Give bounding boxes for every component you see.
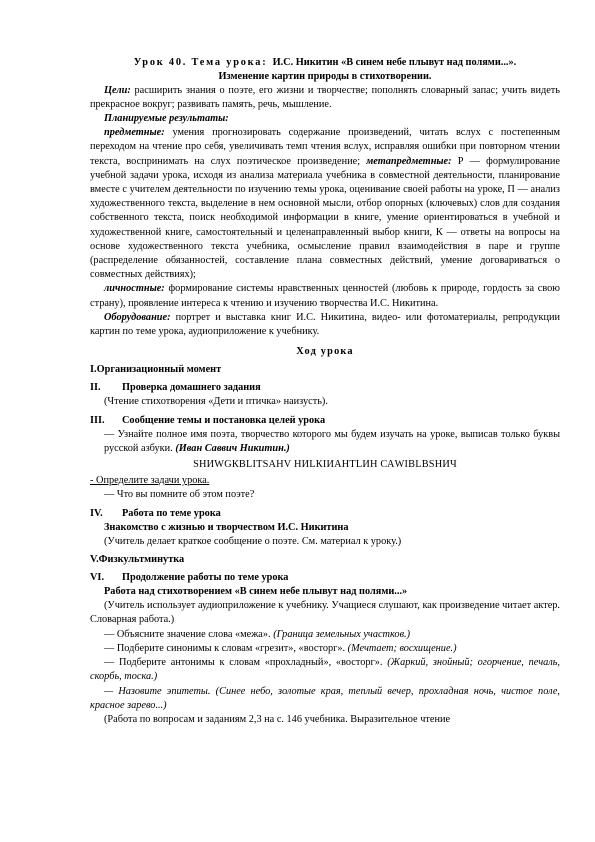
task-line-3 [90,656,560,684]
goals-text: расширить знания о поэте, его жизни и творчестве; пополнять словарный запас; учить видеть прекрасное вокруг; развивать память, речь, мышление. [90,84,561,110]
section-3-heading [90,414,560,428]
task-line-4: — Назовите эпитеты. (Синее небо, золотые края, теплый вечер, прохладная ночь, чистое поле, красное зарево...) [90,685,560,711]
personal-results-text: формирование системы нравственных ценностей (любовь к природе, гордость за свою страну), проявление интереса к чтению и изучению творчества И.С. Никитина. [90,283,561,309]
section-3-text [90,428,560,456]
section-4-subtitle: Знакомство с жизнью и творчеством И.С. Никитина [104,521,349,533]
section-6-heading [90,571,560,585]
section-2-title: Проверка домашнего задания [122,382,261,394]
section-4-title: Работа по теме урока [122,507,221,519]
results-heading [90,112,560,126]
section-2-note: (Чтение стихотворения «Дети и птичка» наизусть). [104,396,328,408]
lesson-subtitle: Изменение картин природы в стихотворении. [218,70,432,82]
personal-results-paragraph [90,282,560,310]
meta-results-label: метапредметные: [366,155,452,167]
goals-paragraph [90,84,560,112]
document-page [90,56,560,727]
task-2-answer: (Мечтает; восхищение.) [347,642,457,654]
section-4-note: (Учитель делает краткое сообщение о поэте. См. материал к уроку.) [104,535,402,547]
section-6-note: (Учитель использует аудиоприложение к учебнику. Учащиеся слушают, как произведение читает актер. Словарная работа.) [90,600,560,626]
lesson-topic: И.С. Никитин «В синем небе плывут над полями...». [272,57,517,68]
section-4-number: IV. [90,507,103,519]
section-6-number: VI. [90,572,105,584]
section-3-answer: (Иван Саввич Никитин.) [175,442,290,454]
subject-results-label: предметные: [104,127,165,139]
subject-results-paragraph [90,126,560,282]
section-3-number: III. [90,414,105,426]
task-line-1 [90,628,560,642]
lesson-number: Урок 40. Тема урока: [133,57,268,68]
poet-question: — Что вы помните об этом поэте? [104,489,255,501]
section-6-subtitle: Работа над стихотворением «В синем небе плывут над полями...» [104,586,408,598]
task-1-text: — Объясните значение слова «межа». [104,628,271,640]
section-4-heading [90,507,560,521]
meta-results-text: Р — формулирование учебной задачи урока, исходя из анализа материала учебника в совместной деятельности, планирование вместе с учителем деятельности по изучению темы урока, оценивание своей работы на уроке, П — анализ художественного текста, выделение в нем основной мысли, отбор опорных (ключевых) слов для создания собственного текста, поиск необходимой информации в книге, умение ориентироваться в учебной и художественной книге, самостоятельный и целенаправленный выбор книги, К — ответы на вопросы на основе художественного текста учебника, осмысление правил взаимодействия в паре и группе (распределение обязанностей, составление плана совместных действий, умение договариваться о совместных действиях); [90,155,560,281]
section-3-title: Сообщение темы и постановка целей урока [122,414,326,426]
section-3-question: — Узнайте полное имя поэта, творчество которого мы будем изучать на уроке, выписав только буквы русской азбуки. [104,428,560,454]
task-1-answer: (Граница земельных участков.) [273,628,411,640]
equipment-paragraph [90,311,560,339]
last-line: (Работа по вопросам и заданиям 2,3 на с. 146 учебника. Выразительное чтение [104,713,451,725]
section-1-heading [90,363,560,377]
equipment-text: портрет и выставка книг И.С. Никитина, видео- или фотоматериалы, репродукции картин по теме урока, аудиоприложение к учебнику. [90,311,561,338]
section-5-heading [90,553,560,567]
course-heading: Ход урока [296,346,354,358]
subject-results-text: умения прогнозировать содержание произведений, читать вслух с постепенным переходом на чтение про себя, увеличивать темп чтения вслух, исправляя ошибки при повторном чтении текста, воспринимать на слух поэтическое произведение; [90,127,560,167]
goals-label: Цели: [104,84,131,96]
task-2-text: — Подберите синонимы к словам «грезит», «восторг». [104,642,346,654]
equipment-label: Оборудование: [104,311,171,323]
section-2-heading [90,381,560,395]
task-line-2 [90,642,560,656]
task-line: - Определите задачи урока. [90,475,210,487]
task-3-text: — Подберите антонимы к словам «прохладный», «восторг». [104,657,383,669]
section-1-title: I.Организационный момент [90,364,222,376]
results-label: Планируемые результаты: [104,113,229,124]
section-5-title: V.Физкультминутка [90,554,185,566]
lesson-title [90,56,560,70]
personal-results-label: личностные: [104,283,165,295]
section-2-number: II. [90,382,101,394]
section-6-title: Продолжение работы по теме урока [122,572,289,584]
cipher-line: SНИWGКВLIТSАНV НИLКIИАНТLИН САWIВLВSНИЧ [193,459,457,471]
task-3-answer: (Жаркий, знойный; огорчение, печаль, скорбь, тоска.) [90,657,561,683]
